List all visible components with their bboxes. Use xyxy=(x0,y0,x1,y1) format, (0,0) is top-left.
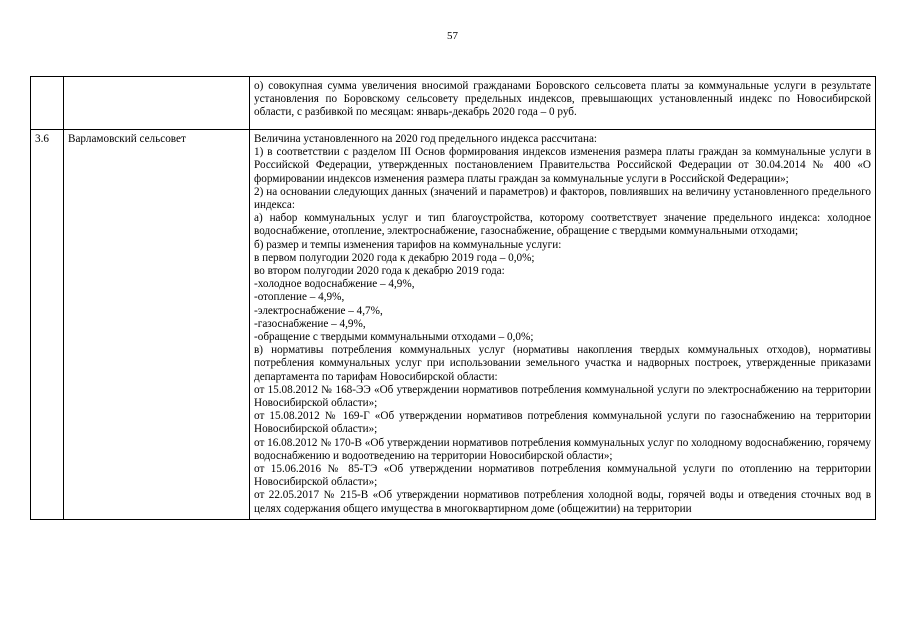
row-name-cell xyxy=(64,77,250,130)
paragraph: о) совокупная сумма увеличения вносимой гражданами Боровского сельсовета платы за коммунальные услуги в результате установления по Боровскому сельсовету предельных индексов, превышающих установленный индекс по Новосибирской области, с разбивкой по месяцам: январь-декабрь 2020 года – 0 руб. xyxy=(254,80,871,119)
paragraph: в первом полугодии 2020 года к декабрю 2019 года – 0,0%; xyxy=(254,251,535,264)
paragraph: -электроснабжение – 4,7%, xyxy=(254,304,383,317)
paragraph: -обращение с твердыми коммунальными отходами – 0,0%; xyxy=(254,331,534,344)
row-name-cell: Варламовский сельсовет xyxy=(64,130,250,520)
row-number-cell xyxy=(31,77,64,130)
table-row xyxy=(31,130,876,520)
table-row xyxy=(31,77,876,130)
paragraph: во втором полугодии 2020 года к декабрю 2019 года: xyxy=(254,265,505,278)
page-number: 57 xyxy=(447,30,458,42)
paragraph: а) набор коммунальных услуг и тип благоустройства, которому соответствует значение предельного индекса: холодное водоснабжение, отопление, электроснабжение, газоснабжение, обращение с твердыми коммунальными отходами; xyxy=(254,212,871,238)
paragraph: в) нормативы потребления коммунальных услуг (нормативы накопления твердых коммунальных отходов), нормативы потребления коммунальных услуг при использовании земельного участка и надворных построек, утвержденные приказами департамента по тарифам Новосибирской области: xyxy=(254,344,871,383)
paragraph: Величина установленного на 2020 год предельного индекса рассчитана: xyxy=(254,133,598,145)
row-text-cell xyxy=(250,130,876,520)
paragraph: 1) в соответствии с разделом III Основ формирования индексов изменения размера платы граждан за коммунальные услуги в Российской Федерации, утвержденных постановлением Правительства Российской Федерации от 30.04.2014 № 400 «О формировании индексов изменения размера платы граждан за коммунальные услуги в Российской Федерации»; xyxy=(254,146,871,185)
row-number-cell: 3.6 xyxy=(31,130,64,520)
paragraph: от 22.05.2017 № 215-В «Об утверждении нормативов потребления холодной воды, горячей воды и отведения сточных вод в целях содержания общего имущества в многоквартирном доме (общежитии) на территории xyxy=(254,489,871,515)
paragraph: от 16.08.2012 № 170-В «Об утверждении нормативов потребления коммунальных услуг по холодному водоснабжению, горячему водоснабжению и водоотведению на территории Новосибирской области»; xyxy=(254,436,871,462)
document-table xyxy=(30,76,876,520)
paragraph: от 15.08.2012 № 168-ЭЭ «Об утверждении нормативов потребления коммунальной услуги по электроснабжению на территории Новосибирской области»; xyxy=(254,383,871,410)
paragraph: от 15.06.2016 № 85-ТЭ «Об утверждении нормативов потребления коммунальной услуги по отоплению на территории Новосибирской области»; xyxy=(254,463,871,489)
paragraph: от 15.08.2012 № 169-Г «Об утверждении нормативов потребления коммунальной услуги по газоснабжению на территории Новосибирской области»; xyxy=(254,410,871,436)
paragraph: -холодное водоснабжение – 4,9%, xyxy=(254,278,415,291)
paragraph: б) размер и темпы изменения тарифов на коммунальные услуги: xyxy=(254,238,562,251)
row-text-cell xyxy=(250,77,876,130)
paragraph: -отопление – 4,9%, xyxy=(254,291,345,304)
paragraph: -газоснабжение – 4,9%, xyxy=(254,317,366,330)
paragraph: 2) на основании следующих данных (значений и параметров) и факторов, повлиявших на величину установленного предельного индекса: xyxy=(254,185,871,212)
